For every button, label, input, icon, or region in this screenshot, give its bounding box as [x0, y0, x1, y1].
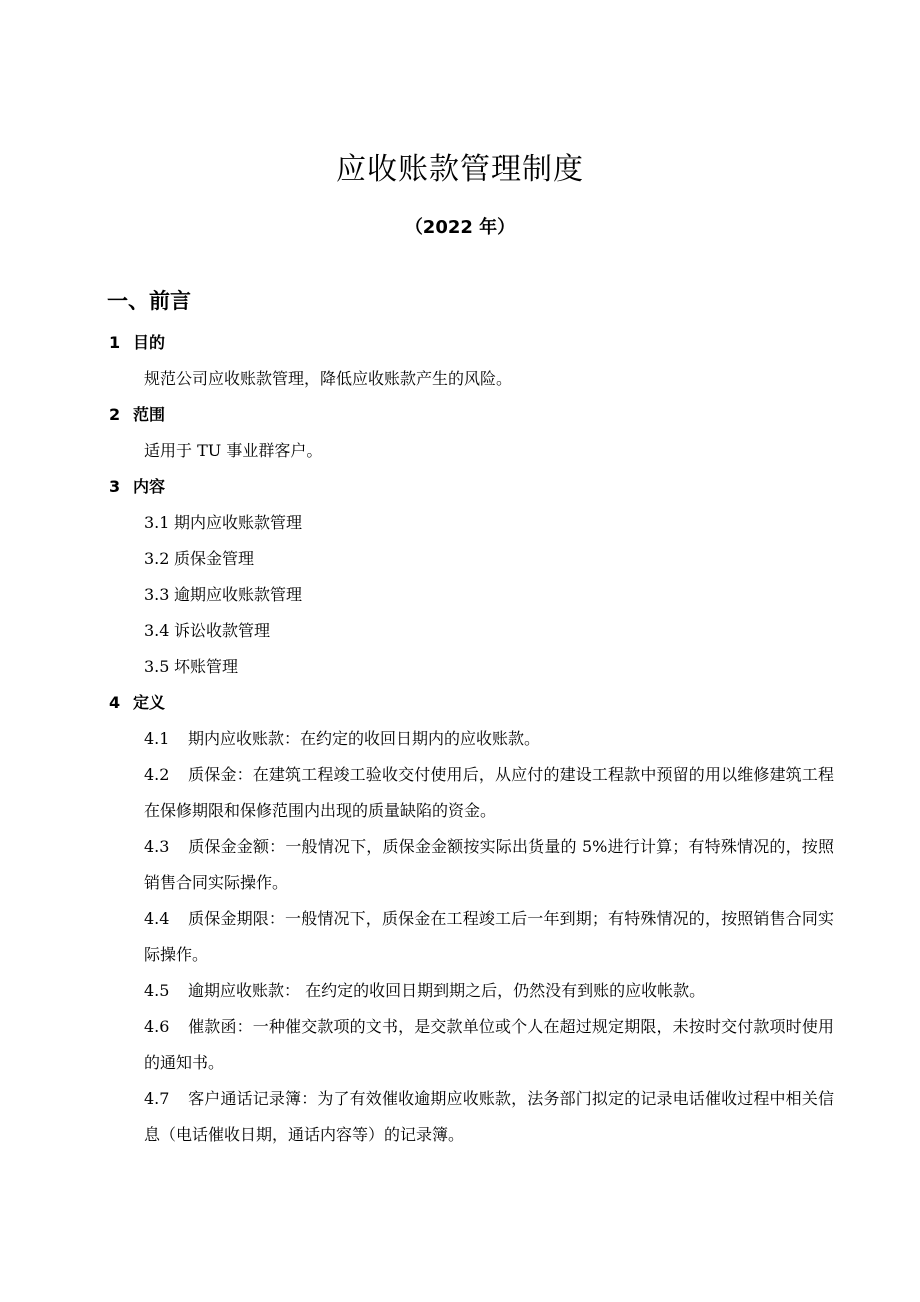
heading-number: 1 — [109, 333, 121, 352]
definition-item — [144, 1009, 834, 1081]
item-text: 客户通话记录簿：为了有效催收逾期应收账款，法务部门拟定的记录电话催收过程中相关信息（电话催收日期，通话内容等）的记录簿。 — [144, 1089, 834, 1144]
definition-item — [144, 721, 834, 757]
item-number: 3.5 — [144, 657, 170, 676]
item-text: 质保金金额：一般情况下，质保金金额按实际出货量的 5%进行计算；有特殊情况的，按照销售合同实际操作。 — [144, 837, 834, 892]
item-text: 催款函：一种催交款项的文书，是交款单位或个人在超过规定期限，未按时交付款项时使用的通知书。 — [144, 1017, 834, 1072]
item-text: 诉讼收款管理 — [174, 621, 271, 640]
item-number: 4.1 — [144, 729, 170, 748]
heading-purpose — [109, 331, 165, 355]
item-number: 4.2 — [144, 765, 170, 784]
item-text: 逾期应收账款管理 — [174, 585, 303, 604]
item-number: 3.2 — [144, 549, 170, 568]
document-title: 应收账款管理制度 — [336, 152, 584, 187]
definition-item — [144, 757, 834, 829]
heading-number: 2 — [109, 405, 121, 424]
item-number: 4.5 — [144, 981, 170, 1000]
purpose-text: 规范公司应收账款管理，降低应收账款产生的风险。 — [144, 369, 513, 388]
heading-label: 定义 — [133, 693, 166, 712]
item-text: 期内应收账款：在约定的收回日期内的应收账款。 — [188, 729, 541, 748]
heading-number: 4 — [109, 693, 121, 712]
heading-contents — [109, 475, 165, 499]
definition-item — [144, 901, 834, 973]
scope-text: 适用于 TU 事业群客户。 — [144, 441, 323, 460]
heading-label: 目的 — [133, 333, 166, 352]
item-number: 4.4 — [144, 909, 170, 928]
definition-item — [144, 829, 834, 901]
item-number: 4.3 — [144, 837, 170, 856]
item-number: 3.3 — [144, 585, 170, 604]
item-text: 质保金管理 — [174, 549, 255, 568]
heading-label: 内容 — [133, 477, 166, 496]
heading-label: 范围 — [133, 405, 166, 424]
definition-item — [144, 973, 834, 1009]
contents-item — [144, 583, 302, 607]
item-text: 坏账管理 — [174, 657, 239, 676]
item-number: 4.6 — [144, 1017, 170, 1036]
item-number: 3.4 — [144, 621, 170, 640]
contents-item — [144, 655, 238, 679]
heading-definitions — [109, 691, 165, 715]
item-text: 逾期应收账款： 在约定的收回日期到期之后，仍然没有到账的应收帐款。 — [188, 981, 706, 1000]
item-text: 质保金：在建筑工程竣工验收交付使用后，从应付的建设工程款中预留的用以维修建筑工程在保修期限和保修范围内出现的质量缺陷的资金。 — [144, 765, 834, 820]
definition-item — [144, 1081, 834, 1153]
item-text: 期内应收账款管理 — [174, 513, 303, 532]
heading-scope — [109, 403, 165, 427]
contents-item — [144, 547, 254, 571]
item-text: 质保金期限：一般情况下，质保金在工程竣工后一年到期；有特殊情况的，按照销售合同实际操作。 — [144, 909, 834, 964]
heading-number: 3 — [109, 477, 121, 496]
contents-item — [144, 511, 302, 535]
document-year: （2022 年） — [404, 217, 516, 238]
contents-item — [144, 619, 270, 643]
item-number: 3.1 — [144, 513, 170, 532]
section-heading-preface: 一、前言 — [107, 289, 191, 313]
item-number: 4.7 — [144, 1089, 170, 1108]
